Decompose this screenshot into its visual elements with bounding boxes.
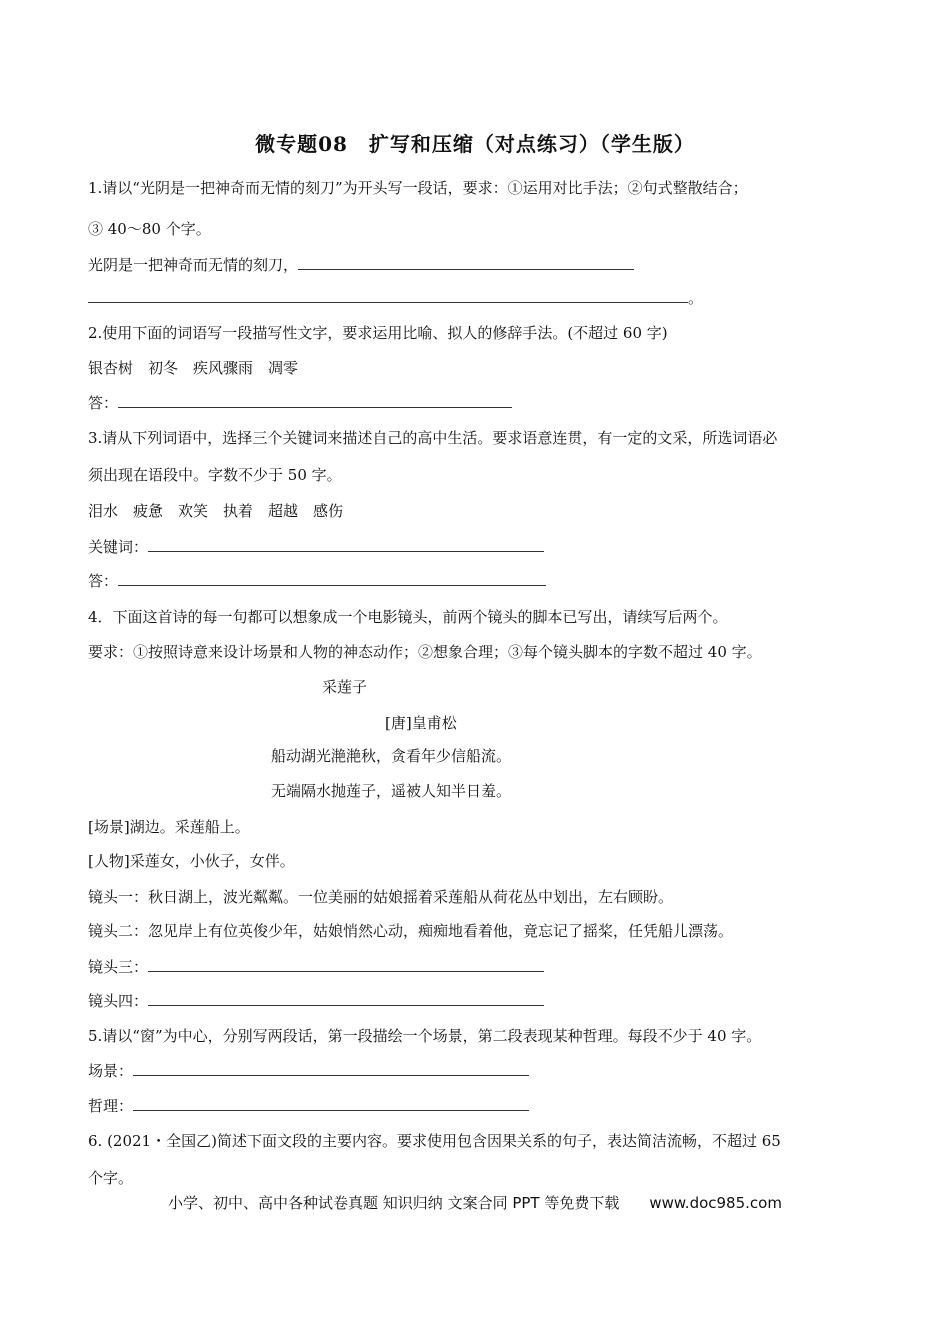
q6-prompt-line1: 6. (2021・全国乙)简述下面文段的主要内容。要求使用包含因果关系的句子，表达简洁流畅，不超过 65 bbox=[88, 1132, 781, 1150]
q4-shot4 bbox=[88, 991, 544, 1011]
q1-answer-lead bbox=[88, 255, 634, 275]
q1-end-punct: 。 bbox=[688, 289, 704, 307]
q5-prompt: 5.请以“窗”为中心，分别写两段话，第一段描绘一个场景，第二段表现某种哲理。每段不少于 40 字。 bbox=[88, 1027, 762, 1045]
q2-prompt: 2.使用下面的词语写一段描写性文字，要求运用比喻、拟人的修辞手法。(不超过 60 字) bbox=[88, 324, 668, 342]
page-title: 微专题08 扩写和压缩（对点练习）（学生版） bbox=[255, 132, 695, 156]
q4-prompt-line1: 4．下面这首诗的每一句都可以想象成一个电影镜头，前两个镜头的脚本已写出，请续写后两个。 bbox=[88, 608, 728, 626]
q1-answer-line2 bbox=[88, 288, 703, 308]
poem-line2: 无端隔水抛莲子，遥被人知半日羞。 bbox=[271, 782, 512, 800]
q3-keyword bbox=[88, 537, 544, 557]
q5-scene bbox=[88, 1061, 529, 1081]
q3-answer-label: 答： bbox=[88, 572, 119, 590]
q2-answer bbox=[88, 393, 512, 413]
q4-shot1: 镜头一：秋日湖上，波光粼粼。一位美丽的姑娘摇着采莲船从荷花丛中划出，左右顾盼。 bbox=[88, 888, 674, 906]
q5-philosophy-blank[interactable] bbox=[133, 1096, 529, 1111]
poem-author: [唐]皇甫松 bbox=[385, 714, 457, 732]
poem-title: 采莲子 bbox=[322, 678, 368, 696]
q3-keyword-blank[interactable] bbox=[148, 537, 544, 552]
q3-answer bbox=[88, 571, 546, 591]
q3-prompt-line1: 3.请从下列词语中，选择三个关键词来描述自己的高中生活。要求语意连贯，有一定的文采，所选词语必 bbox=[88, 429, 778, 447]
page-footer bbox=[0, 1192, 950, 1213]
footer-url[interactable]: www.doc985.com bbox=[649, 1194, 782, 1212]
q1-prompt-line1: 1.请以“光阴是一把神奇而无情的刻刀”为开头写一段话，要求：①运用对比手法；②句式整散结合； bbox=[88, 179, 748, 197]
poem-line1: 船动湖光滟滟秋，贪看年少信船流。 bbox=[271, 747, 512, 765]
q2-words: 银杏树 初冬 疾风骤雨 凋零 bbox=[88, 359, 299, 377]
q4-shot4-blank[interactable] bbox=[148, 991, 544, 1006]
q1-prompt-line2: ③ 40～80 个字。 bbox=[88, 220, 211, 238]
q5-philosophy bbox=[88, 1096, 529, 1116]
q3-words: 泪水 疲惫 欢笑 执着 超越 感伤 bbox=[88, 502, 344, 520]
q2-answer-blank[interactable] bbox=[118, 393, 512, 408]
q4-shot4-label: 镜头四： bbox=[88, 992, 149, 1010]
q3-answer-blank[interactable] bbox=[118, 571, 546, 586]
q2-answer-label: 答： bbox=[88, 394, 119, 412]
q1-blank-line1[interactable] bbox=[298, 255, 634, 270]
q1-blank-line2[interactable] bbox=[88, 288, 688, 303]
q3-prompt-line2: 须出现在语段中。字数不少于 50 字。 bbox=[88, 466, 342, 484]
q4-shot3-label: 镜头三： bbox=[88, 958, 149, 976]
footer-text: 小学、初中、高中各种试卷真题 知识归纳 文案合同 PPT 等免费下载 bbox=[168, 1194, 620, 1212]
q4-shot2: 镜头二：忽见岸上有位英俊少年，姑娘悄然心动，痴痴地看着他，竟忘记了摇桨，任凭船儿漂荡。 bbox=[88, 922, 734, 940]
q5-scene-blank[interactable] bbox=[133, 1061, 529, 1076]
q4-shot3 bbox=[88, 957, 544, 977]
q3-keyword-label: 关键词： bbox=[88, 538, 149, 556]
q4-scene: [场景]湖边。采莲船上。 bbox=[88, 818, 250, 836]
q5-philosophy-label: 哲理： bbox=[88, 1097, 134, 1115]
q1-lead-text: 光阴是一把神奇而无情的刻刀， bbox=[88, 256, 299, 274]
q4-shot3-blank[interactable] bbox=[148, 957, 544, 972]
q4-prompt-line2: 要求：①按照诗意来设计场景和人物的神态动作；②想象合理；③每个镜头脚本的字数不超过 40 字。 bbox=[88, 643, 762, 661]
q5-scene-label: 场景： bbox=[88, 1062, 134, 1080]
q6-prompt-line2: 个字。 bbox=[88, 1169, 134, 1187]
q4-characters: [人物]采莲女，小伙子，女伴。 bbox=[88, 852, 295, 870]
